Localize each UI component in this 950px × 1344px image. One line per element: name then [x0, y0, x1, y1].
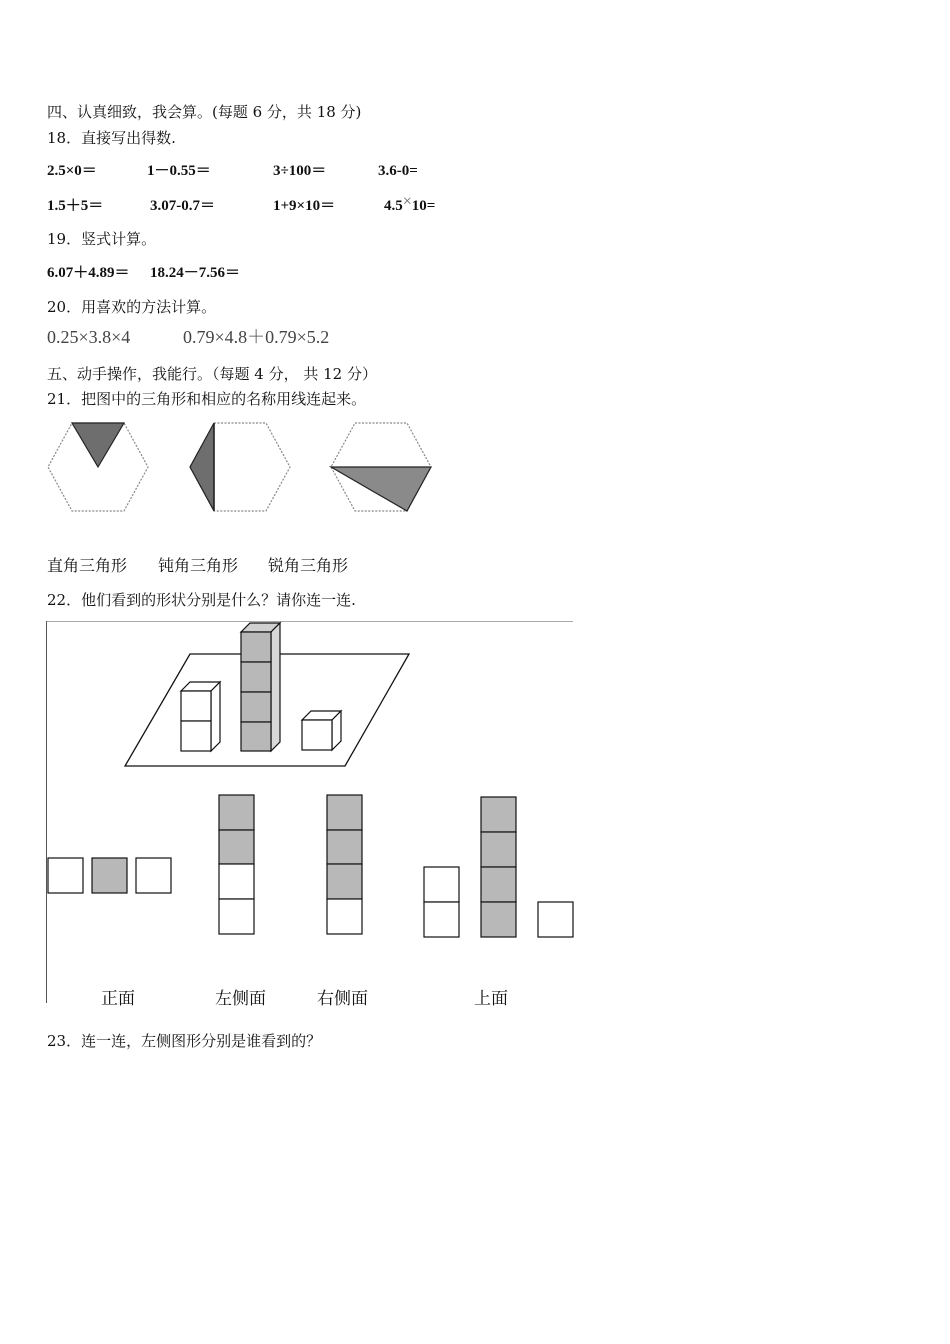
times-sign: ×: [402, 193, 412, 210]
question-22-title: 22．他们看到的形状分别是什么？请你连一连.: [47, 591, 356, 609]
view-right-side: [327, 795, 362, 934]
view-label-top: 上面: [474, 989, 508, 1009]
calc-number: 4.5: [384, 198, 403, 214]
view-top: [424, 797, 573, 937]
calc-item: 1.5＋5＝: [47, 198, 104, 214]
question-23-title: 23．连一连，左侧图形分别是谁看到的？: [47, 1032, 322, 1050]
calc-number: 10=: [411, 198, 436, 214]
question-20-title: 20．用喜欢的方法计算。: [47, 298, 217, 316]
vertical-calc-item: 18.24－7.56＝: [150, 265, 241, 281]
expression-item: 0.25×3.8×4: [47, 327, 131, 347]
question-18-title: 18．直接写出得数.: [47, 129, 176, 147]
calc-item: 1+9×10＝: [273, 198, 336, 214]
vertical-calc-item: 6.07＋4.89＝: [47, 265, 130, 281]
calc-item: 3.07-0.7＝: [150, 198, 215, 214]
view-front: [48, 858, 171, 893]
cube-stack-middle: [241, 623, 280, 751]
section-5-heading: 五、动手操作，我能行。（每题 4 分， 共 12 分）: [47, 365, 377, 383]
question-19-title: 19．竖式计算。: [47, 230, 157, 248]
question-21-title: 21．把图中的三角形和相应的名称用线连起来。: [47, 390, 367, 408]
view-label-left: 左侧面: [215, 989, 266, 1009]
view-label-front: 正面: [101, 989, 135, 1009]
calc-item: 3.6-0=: [378, 163, 418, 179]
calc-item: 3÷100＝: [273, 163, 327, 179]
calc-item: 1－0.55＝: [147, 163, 211, 179]
calc-item: 2.5×0＝: [47, 163, 97, 179]
view-left-side: [219, 795, 254, 934]
section-4-heading: 四、认真细致，我会算。(每题 6 分，共 18 分): [47, 103, 362, 121]
cube-stack-left: [181, 682, 220, 751]
expression-item: 0.79×4.8＋0.79×5.2: [183, 327, 330, 347]
triangle-name: 锐角三角形: [268, 556, 349, 575]
view-label-right: 右侧面: [317, 989, 368, 1009]
triangle-name: 钝角三角形: [158, 556, 239, 575]
cube-single-right: [302, 711, 341, 750]
triangle-name: 直角三角形: [47, 556, 128, 575]
